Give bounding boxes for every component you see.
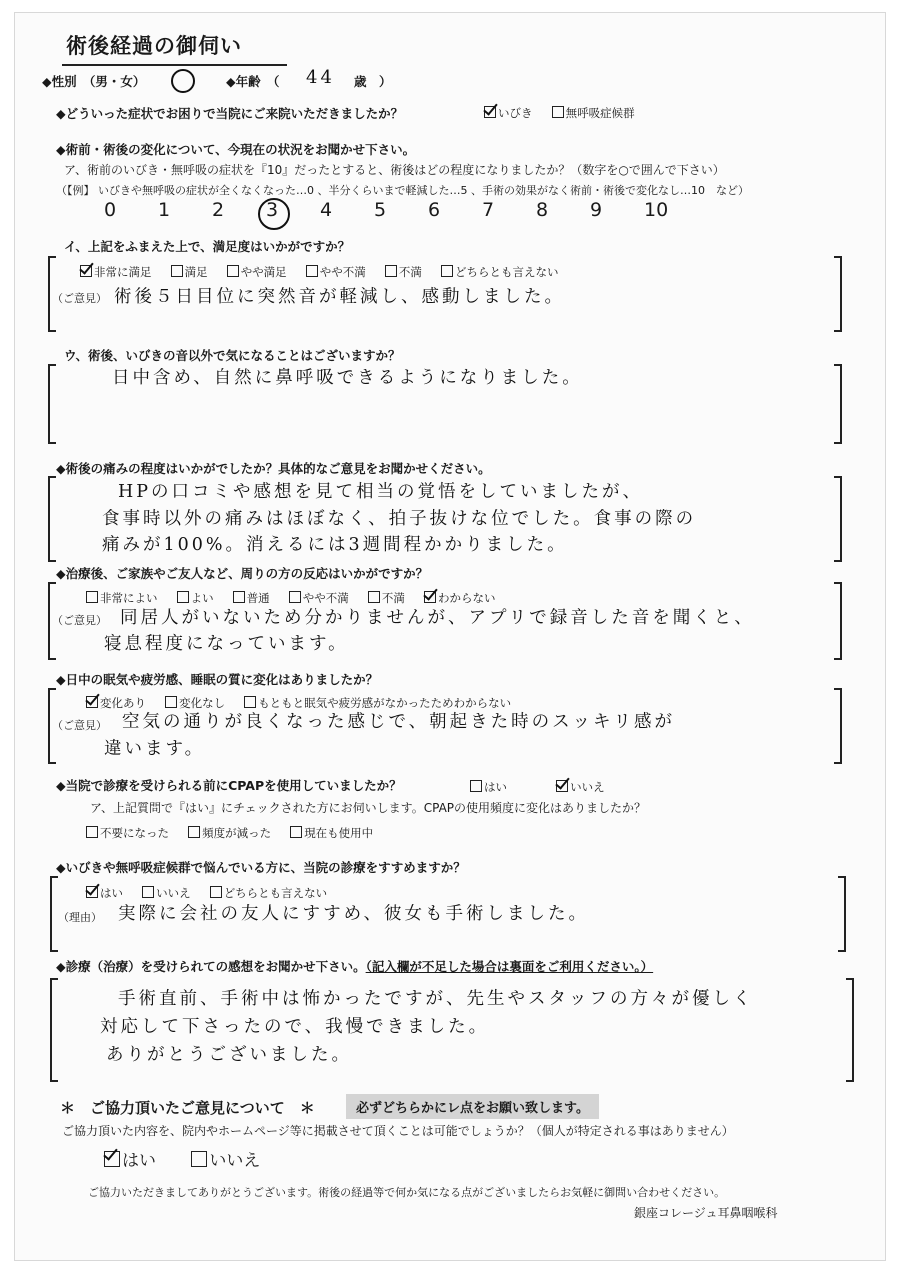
scale-10[interactable]: 10 [644, 199, 669, 221]
bracket-right [834, 256, 842, 332]
q7-reason-label: （理由） [58, 911, 102, 924]
scale-9[interactable]: 9 [590, 199, 603, 221]
q2-a-text: ア、術前のいびき・無呼吸の症状を『10』だったとすると、術後はどの程度になりましたか？（数字を○で囲んで下さい） [64, 163, 725, 177]
q6-option-no[interactable]: いいえ [556, 779, 605, 795]
q1-option-osa[interactable]: 無呼吸症候群 [552, 105, 635, 121]
q4-option-3[interactable]: 普通 [233, 590, 270, 606]
q6-sub-option-1[interactable]: 不要になった [86, 825, 169, 841]
q6-options [470, 776, 619, 795]
q6-a-text: ア、上記質問で『はい』にチェックされた方にお伺いします。CPAPの使用頻度に変化はありましたか？ [90, 801, 647, 815]
q3-answer-line-3[interactable]: 痛みが100%。消えるには3週間程かかりました。 [102, 535, 568, 555]
bracket-left [50, 978, 58, 1082]
bracket-right [834, 476, 842, 562]
checkbox[interactable] [142, 886, 154, 898]
title-underline [62, 64, 287, 66]
q3-answer-line-1[interactable]: HPの口コミや感想を見て相当の覚悟をしていましたが、 [118, 482, 644, 502]
bracket-left [50, 876, 58, 952]
q7-option-neutral[interactable]: どちらとも言えない [210, 885, 328, 901]
q8-text: ◆診療（治療）を受けられての感想をお聞かせ下さい。（記入欄が不足した場合は裏面をご利用ください。） [56, 959, 654, 974]
checkbox[interactable] [177, 591, 189, 603]
scale-3[interactable]: 3 [266, 199, 279, 221]
q1-text: ◆どういった症状でお困りで当院にご来院いただきましたか？ [56, 106, 404, 121]
q4-option-1[interactable]: 非常によい [86, 590, 158, 606]
q7-option-yes[interactable]: はい [86, 885, 123, 901]
bracket-right [838, 876, 846, 952]
scale-2[interactable]: 2 [212, 199, 225, 221]
q4-option-2[interactable]: よい [177, 590, 214, 606]
footer-thanks: ご協力いただきましてありがとうございます。術後の経過等で何か気になる点がございましたらお気軽に御問い合わせください。 [88, 1186, 726, 1199]
q4-option-6[interactable]: わからない [424, 590, 496, 606]
checkbox[interactable] [86, 591, 98, 603]
q6-sub-options [86, 822, 387, 841]
checkbox-checked[interactable] [104, 1151, 120, 1167]
satisfaction-options [80, 261, 572, 280]
age-value[interactable]: 44 [306, 67, 335, 88]
q2-opinion[interactable]: 術後５日目位に突然音が軽減し、感動しました。 [114, 287, 565, 307]
consent-option-no[interactable]: いいえ [191, 1151, 260, 1171]
q6-option-yes[interactable]: はい [470, 779, 507, 795]
q4-answer-line-2[interactable]: 寝息程度になっています。 [104, 634, 349, 654]
checkbox[interactable] [385, 265, 397, 277]
q4-answer-line-1[interactable]: 同居人がいないため分かりませんが、アプリで録音した音を聞くと、 [120, 608, 755, 628]
checkbox[interactable] [86, 826, 98, 838]
q5-opinion-label: （ご意見） [52, 719, 107, 732]
checkbox[interactable] [244, 696, 256, 708]
bracket-left [48, 364, 56, 444]
checkbox-checked[interactable] [424, 591, 436, 603]
checkbox[interactable] [227, 265, 239, 277]
scale-6[interactable]: 6 [428, 199, 441, 221]
q7-options [86, 882, 341, 901]
checkbox[interactable] [210, 886, 222, 898]
checkbox[interactable] [165, 696, 177, 708]
bracket-right [846, 978, 854, 1082]
q7-option-no[interactable]: いいえ [142, 885, 191, 901]
consent-heading: ＊ ご協力頂いたご意見について ＊ [60, 1099, 315, 1117]
scale-0[interactable]: 0 [104, 199, 117, 221]
checkbox-checked[interactable] [86, 696, 98, 708]
q5-option-2[interactable]: 変化なし [165, 695, 225, 711]
q7-answer[interactable]: 実際に会社の友人にすすめ、彼女も手術しました。 [118, 904, 589, 924]
checkbox-checked[interactable] [80, 265, 92, 277]
q2-u-answer[interactable]: 日中含め、自然に鼻呼吸できるようになりました。 [112, 368, 583, 388]
gender-label: ◆性別 （男・女） [42, 74, 146, 89]
sat-option-3[interactable]: やや満足 [227, 264, 287, 280]
scale-selected-circle [258, 198, 290, 230]
q2-opinion-label: （ご意見） [52, 292, 107, 305]
q3-text: ◆術後の痛みの程度はいかがでしたか？具体的なご意見をお聞かせください。 [56, 461, 491, 476]
q5-answer-line-2[interactable]: 違います。 [104, 739, 206, 759]
checkbox[interactable] [188, 826, 200, 838]
q2-heading: ◆術前・術後の変化について、今現在の状況をお聞かせ下さい。 [56, 142, 416, 157]
gender-female-circle [171, 69, 195, 93]
bracket-left [48, 476, 56, 562]
q2-u-text: ウ、術後、いびきの音以外で気になることはございますか？ [64, 348, 401, 363]
checkbox-checked[interactable] [556, 780, 568, 792]
consent-question: ご協力頂いた内容を、院内やホームページ等に掲載させて頂くことは可能でしょうか？（個人が特定される事はありません） [62, 1124, 734, 1138]
q8-answer-line-2[interactable]: 対応して下さったので、我慢できました。 [100, 1017, 490, 1037]
q2-i-text: イ、上記をふまえた上で、満足度はいかがですか？ [64, 239, 351, 254]
q8-answer-line-1[interactable]: 手術直前、手術中は怖かったですが、先生やスタッフの方々が優しく [118, 989, 754, 1009]
checkbox[interactable] [441, 265, 453, 277]
bracket-right [834, 688, 842, 764]
q2-scale [104, 199, 698, 221]
checkbox[interactable] [552, 106, 564, 118]
checkbox[interactable] [171, 265, 183, 277]
q4-text: ◆治療後、ご家族やご友人など、周りの方の反応はいかがですか？ [56, 566, 429, 581]
q5-option-3[interactable]: もともと眠気や疲労感がなかったためわからない [244, 695, 511, 711]
checkbox[interactable] [306, 265, 318, 277]
sat-option-4[interactable]: やや不満 [306, 264, 366, 280]
checkbox[interactable] [290, 826, 302, 838]
q1-option-ibiki[interactable]: いびき [484, 105, 533, 121]
q4-opinion-label: （ご意見） [52, 614, 107, 627]
consent-option-yes[interactable]: はい [104, 1151, 156, 1171]
q3-answer-line-2[interactable]: 食事時以外の痛みはほぼなく、拍子抜けな位でした。食事の際の [102, 509, 697, 529]
footer-clinic: 銀座コレージュ耳鼻咽喉科 [634, 1206, 778, 1220]
checkbox-checked[interactable] [484, 106, 496, 118]
age-suffix: 歳 ） [354, 74, 392, 89]
checkbox[interactable] [470, 780, 482, 792]
bracket-right [834, 364, 842, 444]
consent-options [104, 1146, 260, 1171]
age-label: ◆年齢 （ [226, 74, 280, 89]
q4-option-4[interactable]: やや不満 [289, 590, 349, 606]
scale-7[interactable]: 7 [482, 199, 495, 221]
scale-4[interactable]: 4 [320, 199, 333, 221]
page-title: 術後経過の御伺い [66, 34, 242, 58]
bracket-right [834, 582, 842, 660]
sat-option-6[interactable]: どちらとも言えない [441, 264, 559, 280]
sat-option-2[interactable]: 満足 [171, 264, 208, 280]
consent-notice: 必ずどちらかにレ点をお願い致します。 [346, 1094, 599, 1119]
q8-answer-line-3[interactable]: ありがとうございました。 [106, 1045, 352, 1065]
sat-option-5[interactable]: 不満 [385, 264, 422, 280]
scale-1[interactable]: 1 [158, 199, 171, 221]
q7-text: ◆いびきや無呼吸症候群で悩んでいる方に、当院の診療をすすめますか？ [56, 860, 466, 875]
checkbox[interactable] [233, 591, 245, 603]
checkbox[interactable] [368, 591, 380, 603]
q1-options [484, 102, 649, 121]
checkbox-checked[interactable] [86, 886, 98, 898]
q6-text: ◆当院で診療を受けられる前にCPAPを使用していましたか？ [56, 778, 402, 793]
sat-option-1[interactable]: 非常に満足 [80, 264, 152, 280]
q5-answer-line-1[interactable]: 空気の通りが良くなった感じで、朝起きた時のスッキリ感が [122, 712, 675, 732]
checkbox[interactable] [289, 591, 301, 603]
q5-text: ◆日中の眠気や疲労感、睡眠の質に変化はありましたか？ [56, 672, 379, 687]
checkbox[interactable] [191, 1151, 207, 1167]
q6-sub-option-2[interactable]: 頻度が減った [188, 825, 271, 841]
q6-sub-option-3[interactable]: 現在も使用中 [290, 825, 373, 841]
q4-option-5[interactable]: 不満 [368, 590, 405, 606]
q5-option-1[interactable]: 変化あり [86, 695, 146, 711]
q2-example: （【例】 いびきや無呼吸の症状が全くなくなった…0 、半分くらいまで軽減した…5 、手術の効果がなく術前・術後で変化なし…10 など） [56, 184, 749, 197]
scale-8[interactable]: 8 [536, 199, 549, 221]
scale-5[interactable]: 5 [374, 199, 387, 221]
